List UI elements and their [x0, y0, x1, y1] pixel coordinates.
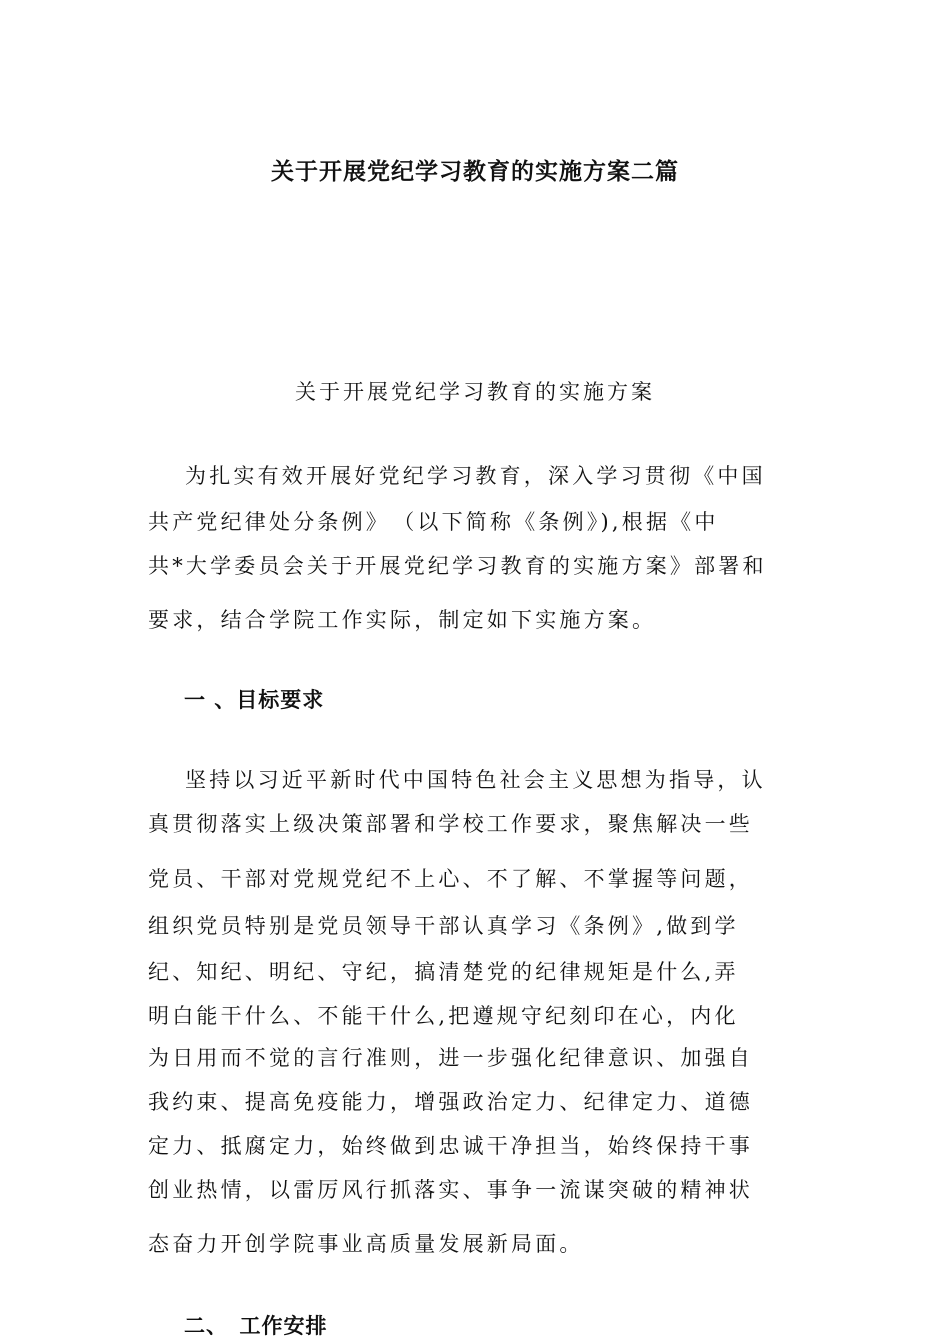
paragraph-line: 坚持以习近平新时代中国特色社会主义思想为指导，认 — [185, 768, 766, 792]
paragraph-line: 创业热情，以雷厉风行抓落实、事争一流谋突破的精神状 — [148, 1178, 753, 1202]
paragraph-line: 组织党员特别是党员领导干部认真学习《条例》,做到学 — [148, 914, 739, 938]
document-subtitle: 关于开展党纪学习教育的实施方案 — [295, 380, 655, 404]
paragraph-line: 态奋力开创学院事业高质量发展新局面。 — [148, 1232, 584, 1256]
paragraph-line: 党员、干部对党规党纪不上心、不了解、不掌握等问题， — [148, 867, 753, 891]
paragraph-line: 纪、知纪、明纪、守纪，搞清楚党的纪律规矩是什么,弄 — [148, 960, 739, 984]
section-heading-goals: 一 、目标要求 — [184, 688, 325, 712]
paragraph-line: 定力、抵腐定力，始终做到忠诚干净担当，始终保持干事 — [148, 1134, 753, 1158]
section-heading-work-plan: 二、 工作安排 — [184, 1314, 328, 1338]
paragraph-line: 为日用而不觉的言行准则，进一步强化纪律意识、加强自 — [148, 1046, 753, 1070]
paragraph-line: 共产党纪律处分条例》 （以下简称《条例》),根据《中 — [148, 510, 719, 534]
paragraph-line: 要求，结合学院工作实际，制定如下实施方案。 — [148, 608, 657, 632]
paragraph-line: 我约束、提高免疫能力，增强政治定力、纪律定力、道德 — [148, 1090, 753, 1114]
paragraph-line: 明白能干什么、不能干什么,把遵规守纪刻印在心，内化 — [148, 1004, 739, 1028]
paragraph-line: 为扎实有效开展好党纪学习教育，深入学习贯彻《中国 — [185, 464, 766, 488]
paragraph-line: 共*大学委员会关于开展党纪学习教育的实施方案》部署和 — [148, 554, 767, 578]
paragraph-line: 真贯彻落实上级决策部署和学校工作要求，聚焦解决一些 — [148, 812, 753, 836]
document-main-title: 关于开展党纪学习教育的实施方案二篇 — [271, 159, 679, 185]
